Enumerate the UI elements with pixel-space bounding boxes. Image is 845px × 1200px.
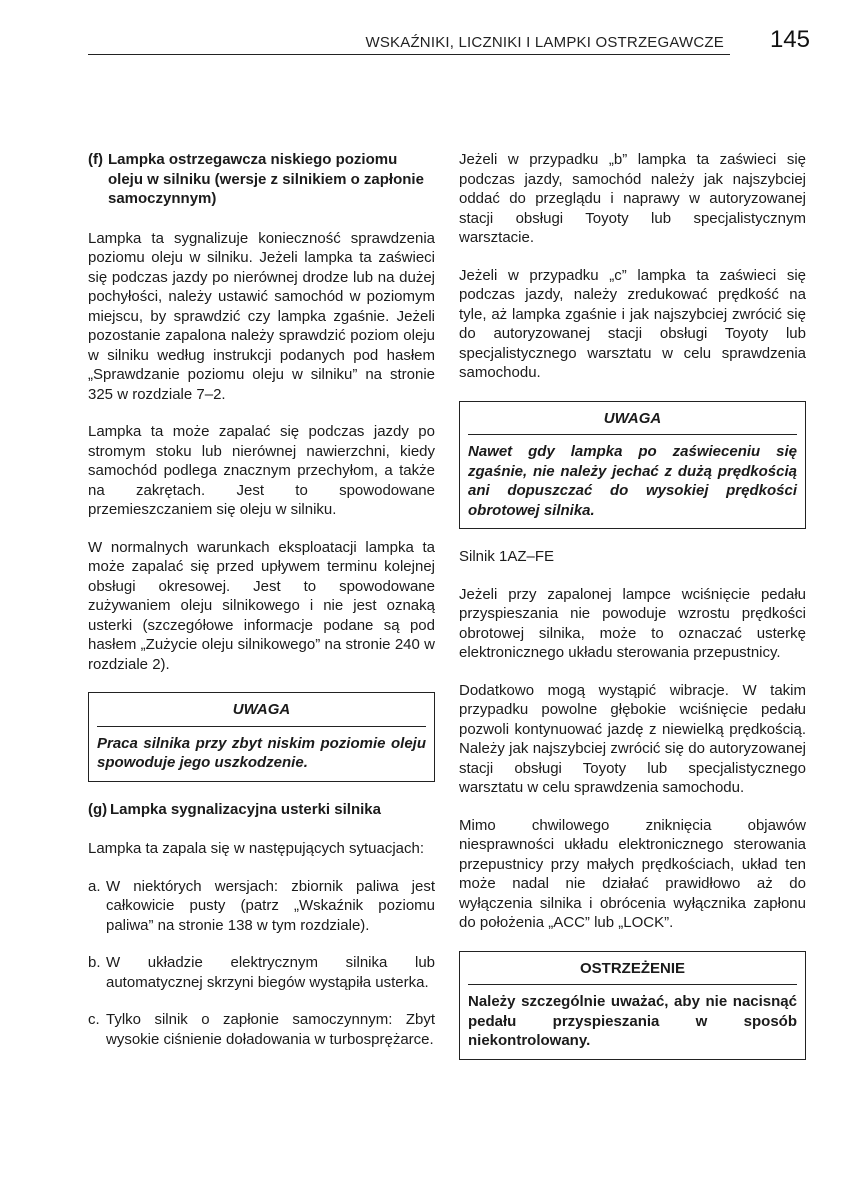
list-marker: c.: [88, 1011, 100, 1028]
running-header-title: WSKAŹNIKI, LICZNIKI I LAMPKI OSTRZEGAWCZE: [365, 34, 724, 51]
uwaga-box-oil: [88, 692, 435, 782]
section-f-heading: [88, 150, 435, 209]
engine-label: Silnik 1AZ–FE: [459, 548, 555, 565]
ostrzezenie-box: [459, 951, 806, 1060]
uwaga-box-title: UWAGA: [97, 698, 426, 727]
uwaga-box-title: UWAGA: [468, 407, 797, 436]
paragraph: Mimo chwilowego zniknięcia objawów niesprawności układu elektronicznego sterowania przepustnicy przy małych prędkościach, układ ten może nadal nie działać prawidłowo aż do wyłączenia silnika i obrócenia wyłącznika zapłonu do położenia „ACC” lub „LOCK”.: [459, 816, 806, 931]
paragraph: W normalnych warunkach eksploatacji lampka ta może zapalać się przed upływem terminu kolejnej obsługi okresowej. Jest to spowodowane zużywaniem oleju silnikowego i nie jest oznaką usterki (szczegółowe informacje podane są pod hasłem „Zużycie oleju silnikowego” na stronie 240 w rozdziale 2).: [88, 538, 435, 673]
section-f-tag: (f): [88, 151, 103, 168]
list-text: Tylko silnik o zapłonie samoczynnym: Zbyt wysokie ciśnienie doładowania w turbosprężarce.: [106, 1011, 435, 1048]
paragraph: Lampka ta sygnalizuje konieczność sprawdzenia poziomu oleju w silniku. Jeżeli lampka ta zaświeci się podczas jazdy po nierównej drodze lub na dużej pochyłości, należy ustawić samochód w poziomym miejscu, by sprawdzić czy lampka zgaśnie. Jeżeli pozostanie zapalona należy sprawdzić poziom oleju w silniku według instrukcji podanych pod hasłem „Sprawdzanie poziomu oleju w silniku” na stronie 325 w rozdziale 7–2.: [88, 229, 435, 403]
list-item: [88, 877, 435, 936]
section-f-title: Lampka ostrzegawcza niskiego poziomu oleju w silniku (wersje z silnikiem o zapłonie samoczynnym): [108, 151, 424, 207]
uwaga-box-body: Nawet gdy lampka po zaświeceniu się zgaśnie, nie należy jechać z dużą prędkością ani dopuszczać do wysokiej prędkości obrotowej silnika.: [468, 443, 797, 519]
section-g-heading: [88, 800, 435, 820]
uwaga-box-body: Praca silnika przy zbyt niskim poziomie oleju spowoduje jego uszkodzenie.: [97, 734, 426, 771]
page-header: [88, 24, 810, 54]
paragraph: Jeżeli w przypadku „b” lampka ta zaświeci się podczas jazdy, samochód należy jak najszybciej oddać do przeglądu i naprawy w autoryzowanej stacji obsługi Toyoty lub specjalistycznym warsztacie.: [459, 151, 806, 246]
section-g-tag: (g): [88, 800, 108, 818]
list-text: W niektórych wersjach: zbiornik paliwa jest całkowicie pusty (patrz „Wskaźnik poziomu paliwa” na stronie 138 w tym rozdziale).: [106, 877, 435, 934]
ostrzezenie-box-title: OSTRZEŻENIE: [468, 957, 797, 986]
paragraph: Dodatkowo mogą wystąpić wibracje. W takim przypadku powolne głębokie wciśnięcie pedału pozwoli kontynuować jazdę z niewielką prędkością. Należy jak najszybciej zwrócić się do autoryzowanej stacji obsługi Toyoty lub specjalistycznego warsztatu w celu sprawdzenia samochodu.: [459, 681, 806, 796]
paragraph: Jeżeli przy zapalonej lampce wciśnięcie pedału przyspieszania nie powoduje wzrostu prędkości obrotowej silnika, może to oznaczać usterkę elektronicznego układu sterowania przepustnicy.: [459, 585, 806, 661]
list-item: [88, 953, 435, 992]
right-column: [459, 150, 806, 1078]
list-marker: b.: [88, 954, 101, 971]
list-item: [88, 1010, 435, 1049]
left-column: [88, 150, 435, 1067]
list-text: W układzie elektrycznym silnika lub automatycznej skrzyni biegów wystąpiła usterka.: [106, 954, 435, 991]
paragraph: Jeżeli w przypadku „c” lampka ta zaświeci się podczas jazdy, należy zredukować prędkość na tyle, aż lampka zgaśnie i jak najszybciej zwrócić się do autoryzowanej stacji obsługi Toyoty lub specjalistycznego warsztatu w celu sprawdzenia samochodu.: [459, 266, 806, 381]
uwaga-box-speed: [459, 401, 806, 530]
list-marker: a.: [88, 877, 101, 895]
header-rule: [88, 54, 730, 55]
ostrzezenie-box-body: Należy szczególnie uważać, aby nie nacisnąć pedału przyspieszania w sposób niekontrolowany.: [468, 993, 797, 1049]
page-number: 145: [769, 26, 810, 53]
section-g-title: Lampka sygnalizacyjna usterki silnika: [110, 800, 381, 818]
paragraph: Lampka ta może zapalać się podczas jazdy po stromym stoku lub nierównej nawierzchni, kiedy samochód podlega znacznym przechyłom, a także na zakrętach. Jest to spowodowane przemieszczaniem się oleju w silniku.: [88, 423, 435, 518]
paragraph: Lampka ta zapala się w następujących sytuacjach:: [88, 840, 425, 857]
